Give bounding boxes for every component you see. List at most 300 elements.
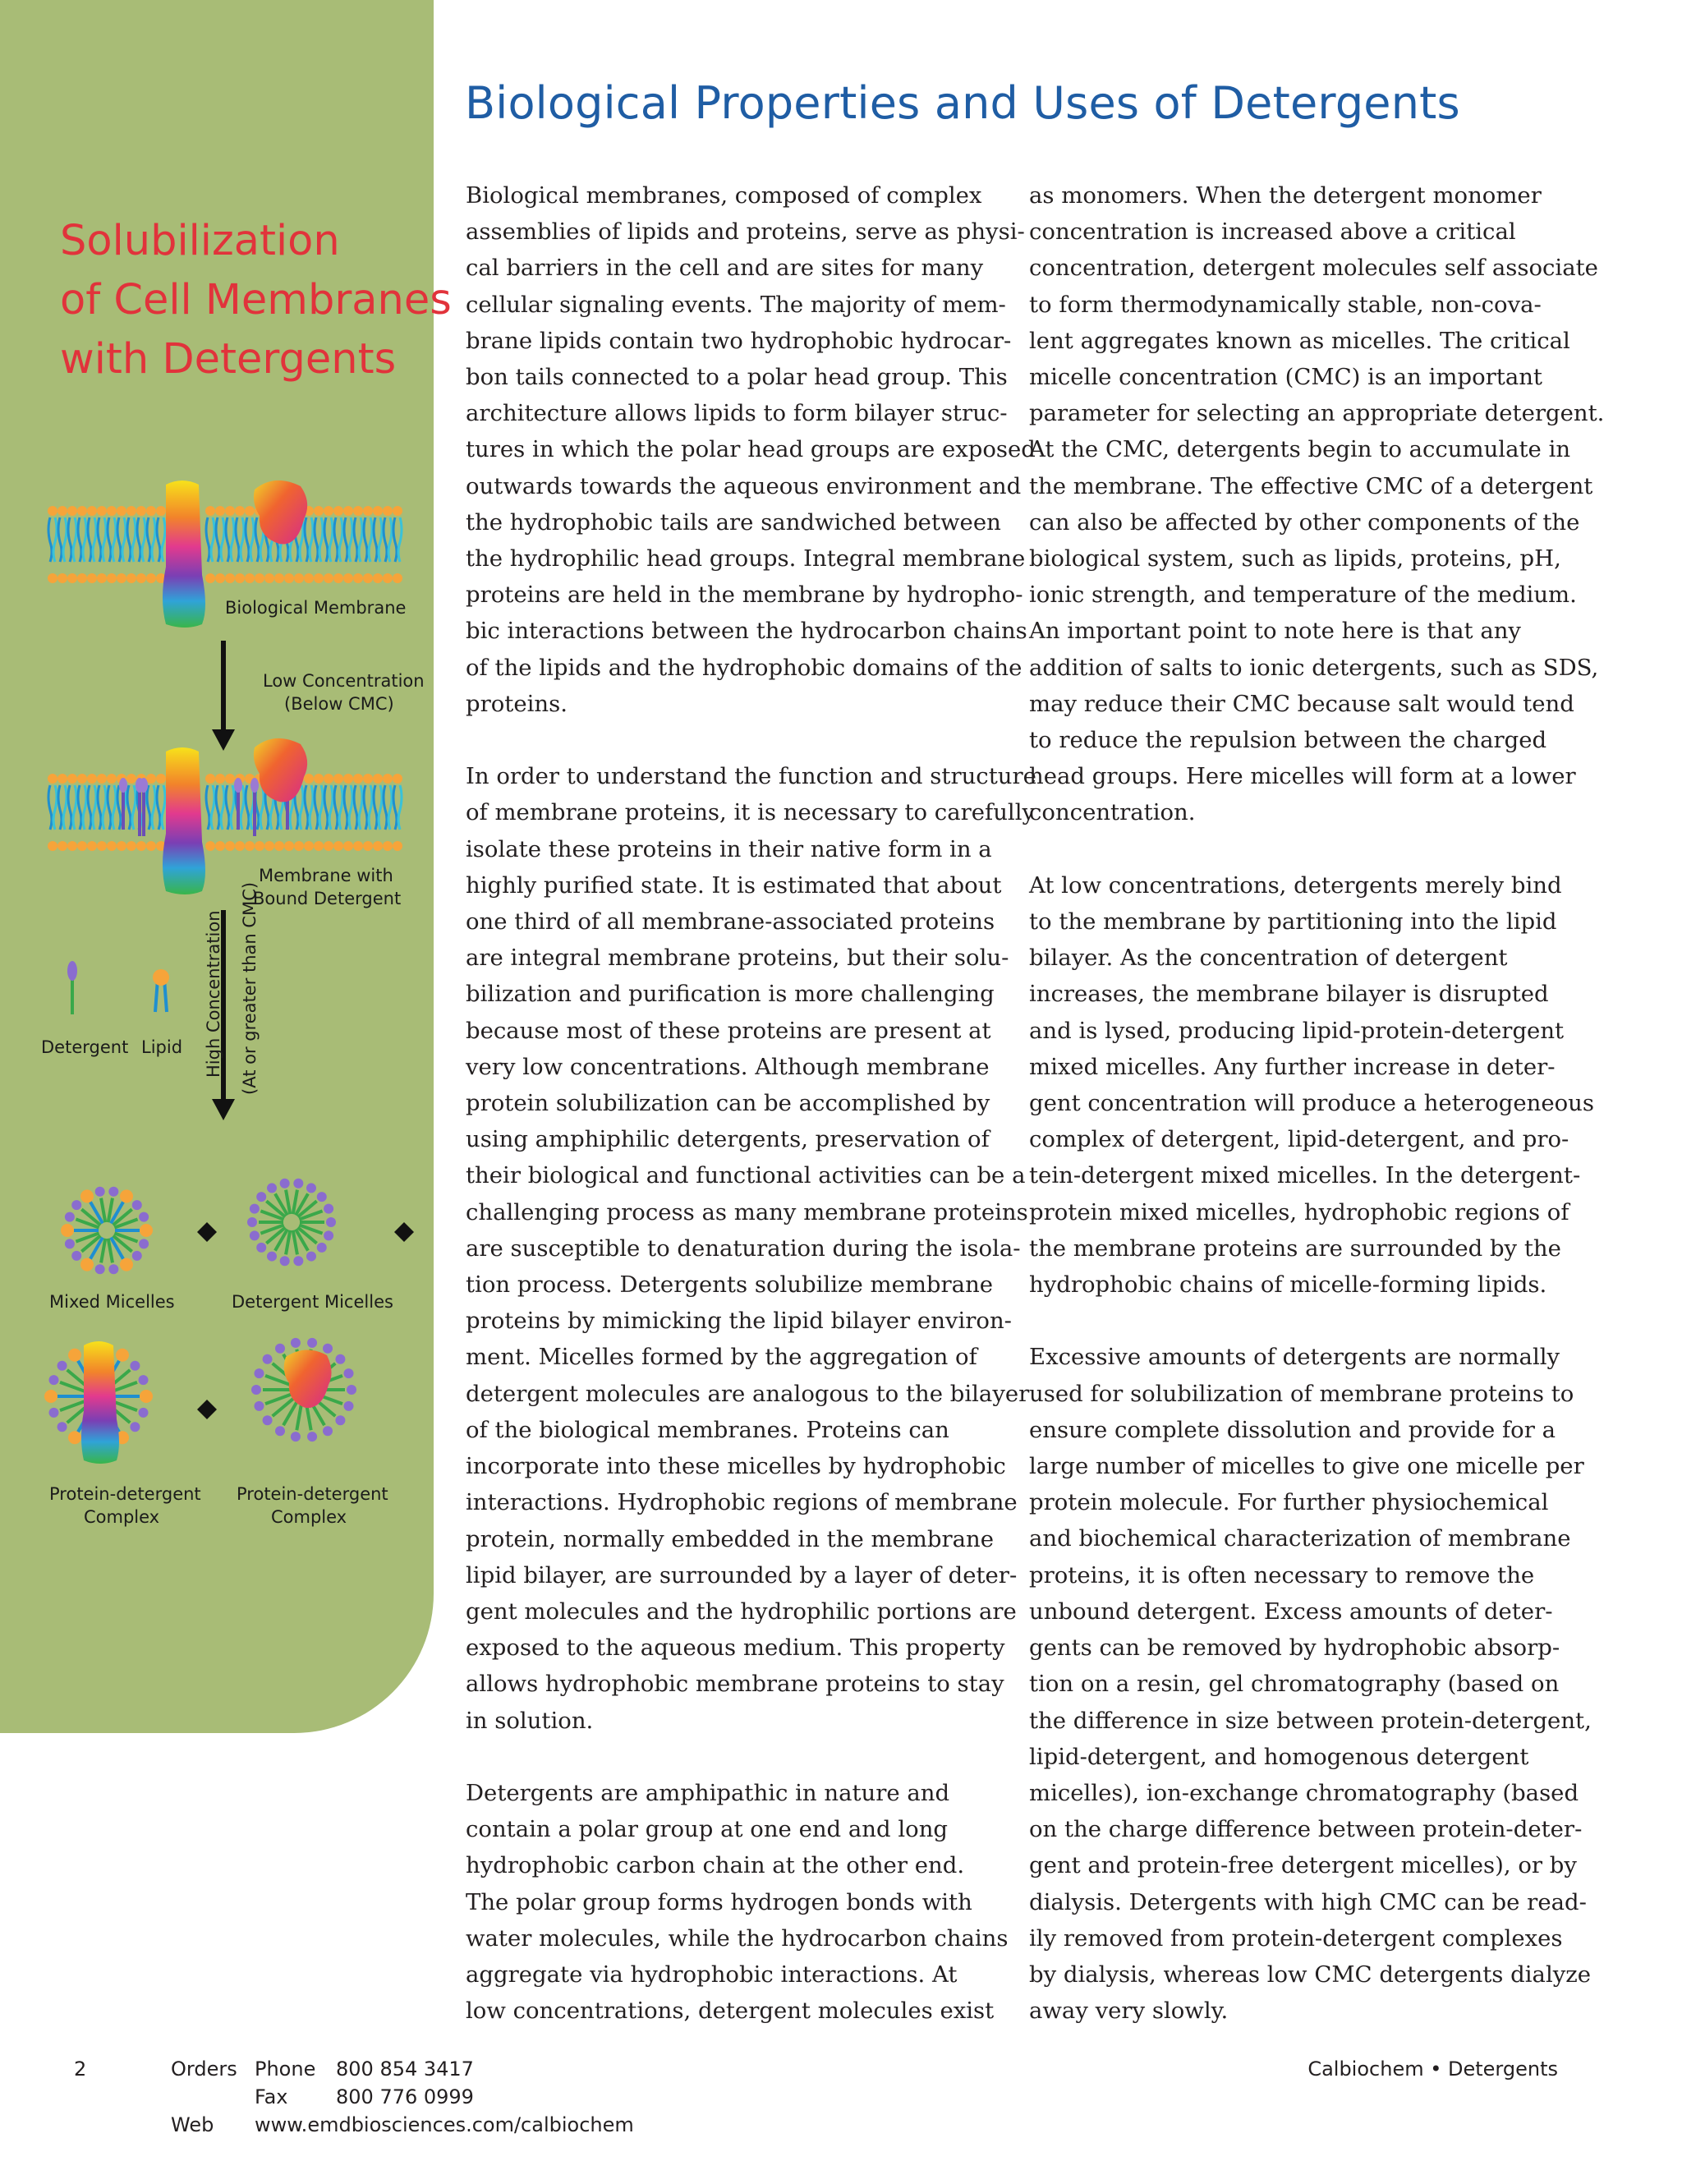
text-line: low concentrations, detergent molecules exist: [466, 1998, 995, 2025]
lipid-head: [383, 573, 393, 583]
lipid-head: [215, 506, 225, 516]
lipid-tail: [324, 517, 328, 562]
lipid-tail: [339, 785, 342, 830]
text-line: to the membrane by partitioning into the lipid: [1029, 908, 1557, 936]
text-line: dialysis. Detergents with high CMC can be read-: [1029, 1888, 1587, 1915]
text-line: Biological membranes, composed of complex: [466, 182, 982, 209]
micelle-head: [139, 1375, 149, 1385]
footer-brand: Calbiochem • Detergents: [1307, 2058, 1558, 2081]
lipid-head: [304, 841, 314, 851]
lipid-head: [324, 573, 333, 583]
text-line: allows hydrophobic membrane proteins to stay: [466, 1671, 1004, 1698]
detergent-head: [250, 778, 259, 793]
micelle-head: [130, 1422, 140, 1432]
integral-protein: [81, 1341, 119, 1464]
lipid-head: [314, 841, 324, 851]
micelle-head: [280, 1179, 290, 1189]
text-line: detergent molecules are analogous to the bilayer: [466, 1380, 1030, 1407]
label-protein-detergent-1: Protein-detergent: [49, 1484, 201, 1504]
detergent-legend-head: [67, 961, 77, 981]
lipid-tail: [231, 517, 234, 562]
text-line: proteins, it is often necessary to remove the: [1029, 1561, 1535, 1589]
lipid-tail: [226, 785, 229, 830]
lipid-head: [294, 841, 304, 851]
micelle-head: [256, 1243, 266, 1253]
lipid-tail: [78, 785, 81, 830]
web-label: Web: [171, 2113, 214, 2136]
lipid-head: [383, 774, 393, 784]
lipid-head: [225, 774, 235, 784]
phone-number: 800 854 3417: [336, 2058, 474, 2081]
lipid-tail: [379, 785, 382, 830]
text-line: used for solubilization of membrane proteins to: [1029, 1380, 1574, 1407]
lipid-head: [284, 573, 294, 583]
text-line: of the lipids and the hydrophobic domains of the: [466, 654, 1023, 681]
detergent-head: [136, 778, 144, 793]
lipid-tail: [127, 517, 131, 562]
lipid-tail: [329, 785, 333, 830]
label-complex-2: Complex: [271, 1507, 347, 1527]
peripheral-protein: [254, 480, 307, 545]
label-bound-detergent: Bound Detergent: [253, 889, 402, 908]
lipid-tail: [211, 785, 214, 830]
lipid-tail: [147, 517, 150, 562]
label-at-or-greater-than-cmc: (At or greater than CMC): [240, 881, 260, 1095]
lipid-tail: [226, 517, 229, 562]
lipid-tail: [58, 785, 62, 830]
lipid-tail: [241, 785, 244, 830]
text-line: bilayer. As the concentration of detergent: [1029, 945, 1508, 972]
peripheral-protein: [254, 738, 307, 802]
lipid-head: [136, 573, 146, 583]
integral-protein: [163, 747, 205, 894]
lipid-tail: [349, 785, 352, 830]
arrow-head: [212, 729, 235, 751]
lipid-head: [107, 841, 117, 851]
lipid-head: [48, 841, 57, 851]
lipid-head: [343, 573, 353, 583]
text-line: Detergents are amphipathic in nature and: [466, 1779, 950, 1806]
lipid-head: [245, 506, 255, 516]
lipid-head: [225, 573, 235, 583]
lipid-tail: [132, 785, 136, 830]
lipid-tail: [103, 785, 106, 830]
lipid-head: [304, 774, 314, 784]
micelle-head: [108, 1264, 118, 1274]
lipid-head: [215, 841, 225, 851]
text-line: An important point to note here is that any: [1029, 618, 1521, 645]
lipid-head: [77, 506, 87, 516]
text-line: are susceptible to denaturation during the isola-: [466, 1235, 1021, 1262]
text-line: protein molecule. For further physiochemical: [1029, 1489, 1549, 1516]
lipid-tail: [393, 785, 397, 830]
micelle-head: [326, 1217, 336, 1227]
lipid-tail: [53, 785, 57, 830]
lipid-tail: [319, 517, 323, 562]
lipid-head: [77, 774, 87, 784]
text-line: contain a polar group at one end and long: [466, 1816, 949, 1843]
lipid-tail: [117, 517, 121, 562]
lipid-head: [156, 774, 166, 784]
plus-sign: [197, 1222, 217, 1242]
lipid-tail: [211, 517, 214, 562]
lipid-tail: [78, 517, 81, 562]
lipid-tail: [310, 785, 313, 830]
text-line: to reduce the repulsion between the charged: [1029, 727, 1547, 754]
lipid-tail: [349, 517, 352, 562]
body-paragraph: [1029, 177, 1605, 831]
lipid-tail: [137, 517, 140, 562]
micelle-head: [140, 1390, 153, 1403]
text-line: At low concentrations, detergents merely bind: [1029, 871, 1562, 899]
text-line: because most of these proteins are present at: [466, 1017, 991, 1044]
micelle-head: [139, 1212, 149, 1222]
lipid-tail: [250, 517, 254, 562]
lipid-tail: [117, 785, 121, 830]
text-line: parameter for selecting an appropriate detergent.: [1029, 400, 1605, 427]
lipid-head: [97, 841, 107, 851]
lipid-head: [245, 573, 255, 583]
lipid-head: [333, 841, 343, 851]
micelle-head: [267, 1252, 277, 1262]
plus-sign: [394, 1222, 414, 1242]
lipid-tail: [53, 517, 57, 562]
text-line: micelle concentration (CMC) is an important: [1029, 364, 1542, 391]
micelle-head: [323, 1344, 333, 1354]
lipid-tail: [68, 785, 71, 830]
micelle-head: [347, 1385, 356, 1395]
lipid-head: [57, 774, 67, 784]
text-line: hydrophobic chains of micelle-forming lipids.: [1029, 1271, 1547, 1299]
lipid-head: [393, 573, 402, 583]
text-line: isolate these proteins in their native form in a: [466, 835, 992, 862]
lipid-head: [87, 573, 97, 583]
text-line: of the biological membranes. Proteins can: [466, 1416, 949, 1443]
micelle-head: [317, 1192, 327, 1202]
micelle-head: [256, 1192, 266, 1202]
lipid-head: [146, 573, 156, 583]
lipid-tail: [344, 785, 347, 830]
lipid-tail: [83, 785, 86, 830]
lipid-tail: [364, 517, 367, 562]
integral-protein: [163, 480, 205, 628]
lipid-tail: [374, 517, 377, 562]
lipid-head: [274, 841, 284, 851]
lipid-tail: [152, 517, 155, 562]
lipid-head: [264, 573, 274, 583]
label-mixed-micelles: Mixed Micelles: [49, 1292, 175, 1312]
text-line: on the charge difference between protein-deter-: [1029, 1816, 1583, 1843]
lipid-head: [245, 841, 255, 851]
text-line: tures in which the polar head groups are exposed: [466, 436, 1036, 463]
text-line: lent aggregates known as micelles. The critical: [1029, 327, 1570, 354]
lipid-head: [333, 774, 343, 784]
lipid-tail: [93, 517, 96, 562]
lipid-head: [57, 841, 67, 851]
lipid-tail: [329, 517, 333, 562]
body-paragraph: [1029, 1339, 1592, 2029]
lipid-tail: [384, 517, 387, 562]
text-line: hydrophobic carbon chain at the other end.: [466, 1852, 965, 1879]
text-line: the membrane. The effective CMC of a detergent: [1029, 472, 1593, 499]
lipid-tail: [48, 785, 52, 830]
micelle-head: [130, 1361, 140, 1371]
lipid-tail: [388, 785, 392, 830]
lipid-head: [225, 841, 235, 851]
text-line: very low concentrations. Although membrane: [466, 1053, 990, 1080]
text-line: proteins are held in the membrane by hydropho-: [466, 582, 1023, 609]
label-biological-membrane: Biological Membrane: [225, 598, 407, 618]
lipid-tail: [315, 517, 318, 562]
text-line: concentration.: [1029, 799, 1196, 826]
text-line: challenging process as many membrane proteins: [466, 1198, 1028, 1225]
lipid-head: [353, 506, 363, 516]
text-line: outwards towards the aqueous environment and: [466, 472, 1022, 499]
text-line: gents can be removed by hydrophobic absorp-: [1029, 1635, 1560, 1662]
lipid-head: [57, 506, 67, 516]
lipid-head: [126, 774, 136, 784]
lipid-tail: [344, 517, 347, 562]
micelle-head: [254, 1401, 264, 1411]
lipid-head: [274, 573, 284, 583]
micelle-head: [71, 1251, 81, 1261]
lipid-tail: [231, 785, 234, 830]
lipid-head: [205, 506, 215, 516]
lipid-head: [205, 841, 215, 851]
lipid-head: [363, 774, 373, 784]
lipid-tail: [334, 517, 338, 562]
lipid-head: [314, 506, 324, 516]
lipid-head: [343, 506, 353, 516]
text-line: highly purified state. It is estimated that about: [466, 871, 1002, 899]
label-high-concentration: High Concentration: [204, 910, 223, 1078]
text-line: in solution.: [466, 1707, 594, 1734]
lipid-tail: [398, 517, 402, 562]
lipid-head: [136, 506, 146, 516]
lipid-head: [87, 774, 97, 784]
lipid-tail: [98, 785, 101, 830]
lipid-head: [235, 506, 245, 516]
lipid-head: [284, 841, 294, 851]
lipid-head: [235, 841, 245, 851]
lipid-tail: [113, 517, 116, 562]
micelle-head: [132, 1251, 142, 1261]
micelle-head: [57, 1422, 67, 1432]
lipid-tail: [103, 517, 106, 562]
text-line: unbound detergent. Excess amounts of deter-: [1029, 1598, 1553, 1625]
lipid-head: [67, 841, 77, 851]
lipid-tail: [162, 517, 165, 562]
lipid-tail: [127, 785, 131, 830]
lipid-head: [117, 841, 126, 851]
label-low-concentration: Low Concentration: [263, 671, 425, 691]
micelle-head: [323, 1426, 333, 1436]
text-line: biological system, such as lipids, proteins, pH,: [1029, 545, 1561, 572]
text-line: lipid bilayer, are surrounded by a layer of deter-: [466, 1561, 1018, 1589]
lipid-head: [324, 506, 333, 516]
micelle-head: [132, 1200, 142, 1210]
micelle-head: [80, 1189, 94, 1202]
label-lipid: Lipid: [141, 1037, 183, 1057]
lipid-head: [77, 573, 87, 583]
lipid-tail: [162, 785, 165, 830]
text-line: can also be affected by other components of the: [1029, 508, 1580, 536]
text-line: bic interactions between the hydrocarbon chains: [466, 618, 1027, 645]
lipid-head: [146, 506, 156, 516]
micelle-head: [317, 1243, 327, 1253]
label-complex-1: Complex: [84, 1507, 160, 1527]
micelle-head: [267, 1183, 277, 1193]
text-line: one third of all membrane-associated proteins: [466, 908, 995, 936]
lipid-tail: [63, 785, 67, 830]
micelle-head: [65, 1239, 75, 1248]
lipid-tail: [241, 517, 244, 562]
lipid-head: [126, 506, 136, 516]
lipid-head: [294, 573, 304, 583]
micelle-head: [61, 1224, 74, 1237]
text-line: increases, the membrane bilayer is disrupted: [1029, 981, 1549, 1008]
micelle-head: [95, 1187, 105, 1197]
lipid-tail: [113, 785, 116, 830]
lipid-head: [324, 774, 333, 784]
text-line: the membrane proteins are surrounded by the: [1029, 1235, 1561, 1262]
text-line: using amphiphilic detergents, preservation of: [466, 1126, 990, 1153]
lipid-tail: [88, 517, 91, 562]
lipid-head: [363, 506, 373, 516]
lipid-tail: [147, 785, 150, 830]
lipid-head: [343, 841, 353, 851]
lipid-tail: [388, 517, 392, 562]
lipid-tail: [305, 517, 308, 562]
page-title: Biological Properties and Uses of Detergents: [465, 77, 1460, 129]
lipid-tail: [354, 517, 357, 562]
lipid-tail: [142, 517, 145, 562]
lipid-head: [97, 573, 107, 583]
text-line: interactions. Hydrophobic regions of membrane: [466, 1489, 1018, 1516]
text-line: may reduce their CMC because salt would tend: [1029, 690, 1574, 717]
web-link[interactable]: www.emdbiosciences.com/calbiochem: [255, 2113, 634, 2136]
micelle-head: [65, 1212, 75, 1222]
lipid-tail: [83, 517, 86, 562]
lipid-head: [48, 774, 57, 784]
sidebar-title-line-2: of Cell Membranes: [60, 276, 452, 324]
lipid-tail: [310, 517, 313, 562]
lipid-head: [48, 506, 57, 516]
lipid-head: [255, 841, 264, 851]
text-line: addition of salts to ionic detergents, such as SDS,: [1029, 654, 1599, 681]
text-line: tion on a resin, gel chromatography (based on: [1029, 1671, 1560, 1698]
lipid-head: [146, 774, 156, 784]
micelle-head: [247, 1217, 257, 1227]
text-line: protein, normally embedded in the membrane: [466, 1525, 995, 1552]
body-paragraph: [466, 758, 1036, 1738]
micelle-head: [108, 1187, 118, 1197]
text-line: The polar group forms hydrogen bonds with: [466, 1888, 972, 1915]
lipid-head: [314, 774, 324, 784]
micelle-head: [306, 1252, 316, 1262]
text-line: their biological and functional activities can be a: [466, 1162, 1026, 1189]
lipid-tail: [379, 517, 382, 562]
sidebar-title-line-1: Solubilization: [60, 217, 340, 265]
lipid-tail: [216, 785, 219, 830]
micelle-head: [344, 1368, 354, 1378]
micelle-head: [120, 1258, 133, 1271]
lipid-tail: [221, 517, 224, 562]
micelle-head: [140, 1224, 153, 1237]
text-line: concentration is increased above a critical: [1029, 218, 1516, 246]
lipid-tail: [221, 785, 224, 830]
fax-number: 800 776 0999: [336, 2085, 474, 2108]
lipid-tail: [369, 785, 372, 830]
lipid-tail: [206, 785, 209, 830]
text-line: by dialysis, whereas low CMC detergents dialyze: [1029, 1961, 1592, 1988]
text-line: ily removed from protein-detergent complexes: [1029, 1924, 1563, 1952]
text-line: the hydrophilic head groups. Integral membrane: [466, 545, 1026, 572]
lipid-head: [67, 774, 77, 784]
micelle-head: [307, 1432, 317, 1441]
lipid-head: [107, 774, 117, 784]
lipid-tail: [319, 785, 323, 830]
lipid-head: [97, 506, 107, 516]
micelle-head: [324, 1230, 333, 1240]
label-below-cmc: (Below CMC): [284, 694, 394, 714]
micelle-head: [306, 1183, 316, 1193]
lipid-head: [126, 573, 136, 583]
lipid-head: [373, 774, 383, 784]
lipid-tail: [108, 785, 111, 830]
micelle-head: [275, 1426, 285, 1436]
label-detergent-micelles: Detergent Micelles: [232, 1292, 393, 1312]
text-line: lipid-detergent, and homogenous detergent: [1029, 1743, 1529, 1770]
text-line: proteins.: [466, 690, 568, 717]
text-line: proteins by mimicking the lipid bilayer environ-: [466, 1308, 1012, 1335]
micelle-head: [48, 1375, 58, 1385]
micelle-head: [57, 1361, 67, 1371]
text-line: cellular signaling events. The majority of mem-: [466, 291, 1006, 318]
lipid-head: [373, 841, 383, 851]
lipid-head: [205, 573, 215, 583]
lipid-tail: [157, 517, 160, 562]
text-line: to form thermodynamically stable, non-cova-: [1029, 291, 1542, 318]
text-line: aggregate via hydrophobic interactions. At: [466, 1961, 958, 1988]
label-detergent: Detergent: [41, 1037, 129, 1057]
orders-label: Orders: [171, 2058, 237, 2081]
text-line: assemblies of lipids and proteins, serve as physi-: [466, 218, 1025, 246]
lipid-tail: [354, 785, 357, 830]
body-column-right: [1029, 177, 1605, 2066]
body-paragraph: [466, 1775, 1009, 2029]
lipid-tail: [374, 785, 377, 830]
text-line: complex of detergent, lipid-detergent, and pro-: [1029, 1126, 1569, 1153]
lipid-head: [126, 841, 136, 851]
micelle-head: [71, 1200, 81, 1210]
text-line: as monomers. When the detergent monomer: [1029, 182, 1542, 209]
micelle-head: [48, 1408, 58, 1418]
text-line: ionic strength, and temperature of the medium.: [1029, 582, 1577, 609]
lipid-head: [363, 841, 373, 851]
text-line: are integral membrane proteins, but their solu-: [466, 945, 1009, 972]
lipid-tail: [300, 785, 303, 830]
text-line: water molecules, while the hydrocarbon chains: [466, 1924, 1009, 1952]
text-line: the hydrophobic tails are sandwiched between: [466, 508, 1001, 536]
lipid-head: [87, 841, 97, 851]
text-line: Excessive amounts of detergents are normally: [1029, 1344, 1560, 1371]
text-line: ensure complete dissolution and provide for a: [1029, 1416, 1556, 1443]
lipid-tail: [63, 517, 67, 562]
text-line: ment. Micelles formed by the aggregation of: [466, 1344, 977, 1371]
micelle-head: [80, 1258, 94, 1271]
text-line: gent concentration will produce a heterogeneous: [1029, 1090, 1594, 1117]
